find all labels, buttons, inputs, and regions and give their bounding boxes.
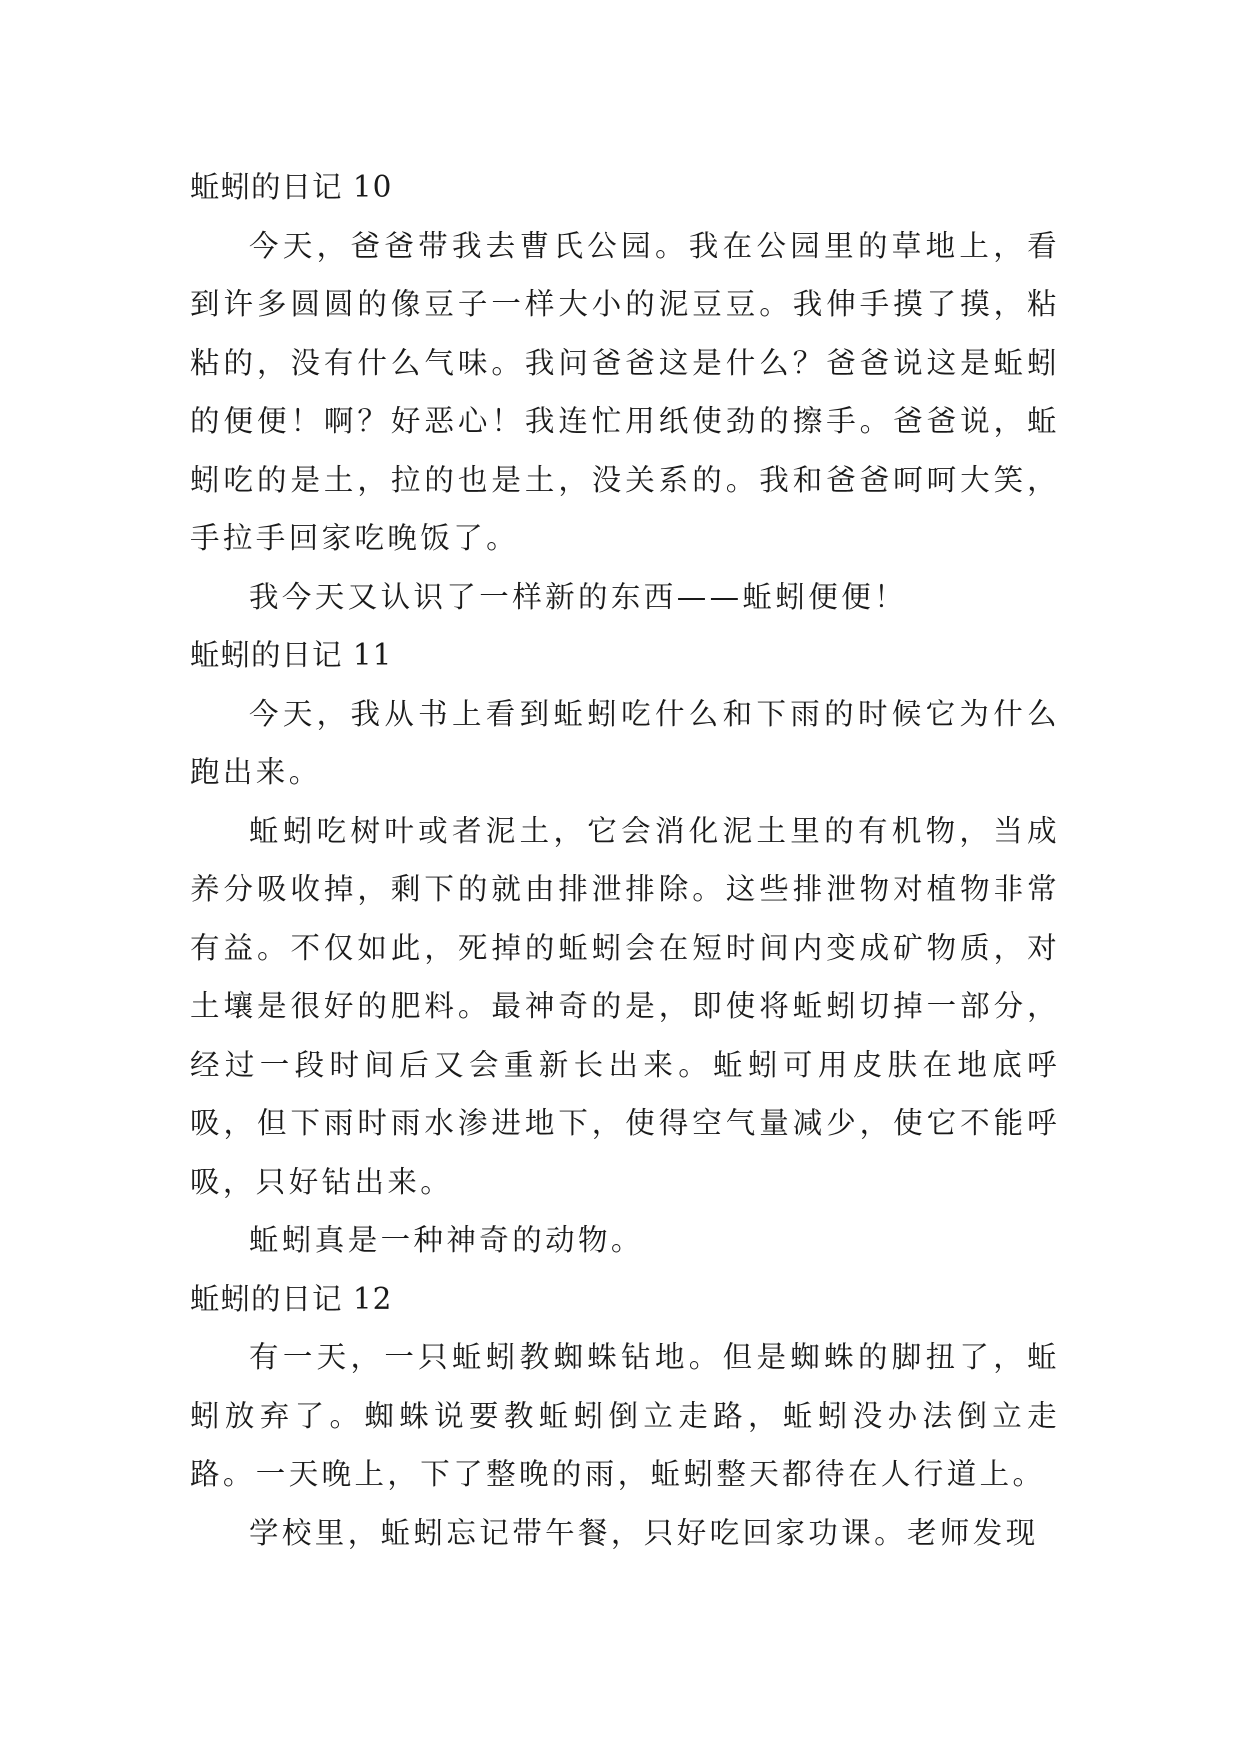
entry-paragraph: 学校里，蚯蚓忘记带午餐，只好吃回家功课。老师发现 [249,1515,1039,1550]
entry-title: 蚯蚓的日记 12 [190,1281,393,1316]
document-body [190,158,1060,1562]
entry-title: 蚯蚓的日记 10 [190,170,393,204]
entry-paragraph: 今天，我从书上看到蚯蚓吃什么和下雨的时候它为什么跑出来。 [190,696,1060,789]
entry-paragraph: 蚯蚓吃树叶或者泥土，它会消化泥土里的有机物，当成养分吸收掉，剩下的就由排泄排除。这些排泄物对植物非常有益。不仅如此，死掉的蚯蚓会在短时间内变成矿物质，对土壤是很好的肥料。最神奇的是，即使将蚯蚓切掉一部分，经过一段时间后又会重新长出来。蚯蚓可用皮肤在地底呼吸，但下雨时雨水渗进地下，使得空气量减少，使它不能呼吸，只好钻出来。 [190,813,1060,1199]
entry-paragraph: 蚯蚓真是一种神奇的动物。 [249,1223,644,1257]
diary-entry-11 [190,626,1060,1270]
entry-paragraph: 有一天，一只蚯蚓教蜘蛛钻地。但是蜘蛛的脚扭了，蚯蚓放弃了。蜘蛛说要教蚯蚓倒立走路，蚯蚓没办法倒立走路。一天晚上，下了整晚的雨，蚯蚓整天都待在人行道上。 [190,1340,1060,1491]
entry-paragraph: 我今天又认识了一样新的东西——蚯蚓便便！ [249,579,908,614]
entry-paragraph: 今天，爸爸带我去曹氏公园。我在公园里的草地上，看到许多圆圆的像豆子一样大小的泥豆豆。我伸手摸了摸，粘粘的，没有什么气味。我问爸爸这是什么？爸爸说这是蚯蚓的便便！啊？好恶心！我连忙用纸使劲的擦手。爸爸说，蚯蚓吃的是土，拉的也是土，没关系的。我和爸爸呵呵大笑，手拉手回家吃晚饭了。 [190,228,1060,555]
diary-entry-10 [190,158,1060,626]
diary-entry-12 [190,1270,1060,1563]
entry-title: 蚯蚓的日记 11 [190,638,393,672]
